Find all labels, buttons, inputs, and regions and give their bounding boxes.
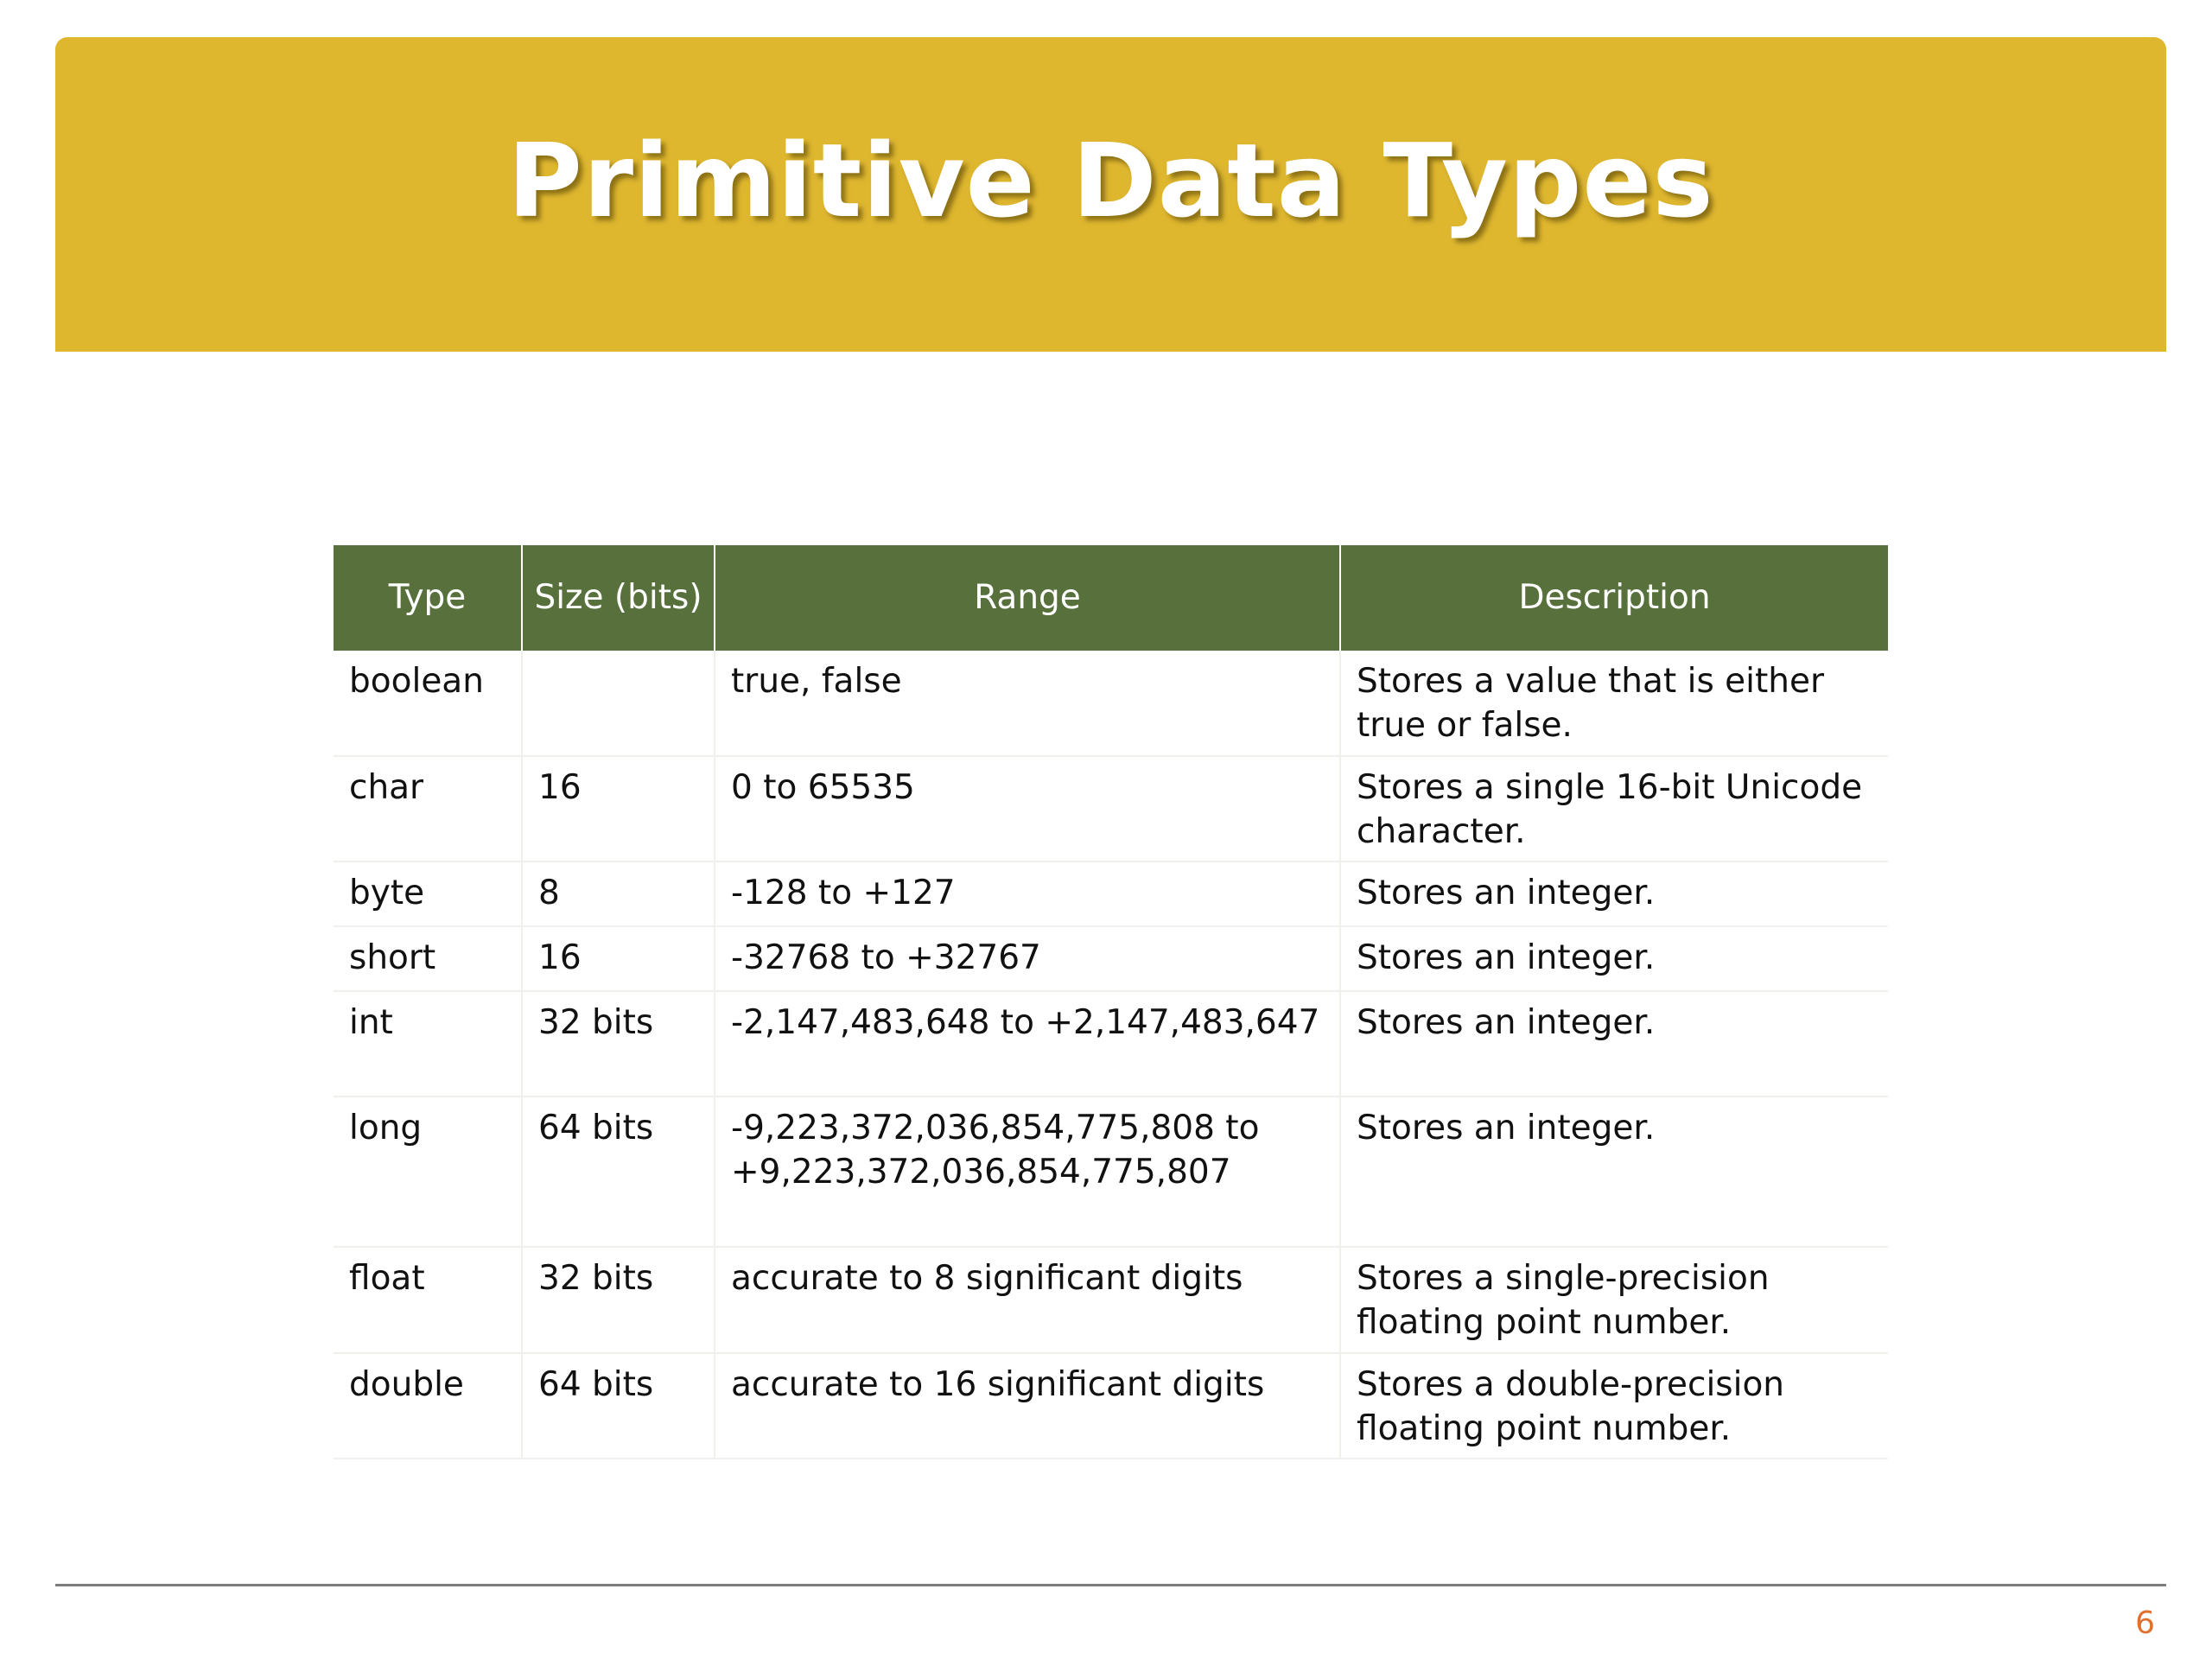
- cell-type: boolean: [349, 662, 484, 701]
- cell-description: Stores an integer.: [1340, 991, 1888, 1096]
- cell-type: short: [334, 926, 522, 991]
- cell-range: accurate to 16 significant digits: [715, 1353, 1340, 1459]
- table-row: [334, 756, 1888, 861]
- header-type: Type: [334, 545, 522, 651]
- cell-size: 8: [522, 861, 715, 926]
- table-row: [334, 861, 1888, 926]
- cell-range: -2,147,483,648 to +2,147,483,647: [715, 991, 1340, 1096]
- cell-description: Stores a single 16-bit Unicode character.: [1340, 756, 1888, 861]
- cell-description: Stores an integer.: [1340, 861, 1888, 926]
- page-number: 6: [2135, 1605, 2155, 1641]
- cell-type: char: [334, 756, 522, 861]
- table-row: [334, 991, 1888, 1096]
- data-types-table: [334, 545, 1888, 1459]
- cell-size: 64 bits: [522, 1096, 715, 1247]
- cell-description: Stores a single-precision floating point number.: [1340, 1247, 1888, 1353]
- cell-range: -9,223,372,036,854,775,808 to +9,223,372,036,854,775,807: [715, 1096, 1340, 1247]
- cell-size: 32 bits: [522, 1247, 715, 1353]
- table-header-row: [334, 545, 1888, 651]
- cell-type: float: [334, 1247, 522, 1353]
- table-row: [334, 1353, 1888, 1459]
- cell-size: 16: [522, 756, 715, 861]
- cell-range: 0 to 65535: [715, 756, 1340, 861]
- title-banner: [55, 37, 2166, 352]
- cell-size: [522, 651, 715, 756]
- cell-description: Stores a double-precision floating point number.: [1340, 1353, 1888, 1459]
- cell-range: -128 to +127: [715, 861, 1340, 926]
- table-row: [334, 651, 1888, 756]
- cell-description: Stores an integer.: [1340, 1096, 1888, 1247]
- footer-divider: [55, 1584, 2166, 1586]
- slide-title: Primitive Data Types: [507, 121, 1714, 240]
- cell-size: 16: [522, 926, 715, 991]
- cell-range: -32768 to +32767: [715, 926, 1340, 991]
- cell-type: long: [334, 1096, 522, 1247]
- cell-description: Stores a value that is either true or false.: [1340, 651, 1888, 756]
- table-row: [334, 1096, 1888, 1247]
- cell-type: int: [334, 991, 522, 1096]
- cell-size: 64 bits: [522, 1353, 715, 1459]
- cell-range: accurate to 8 significant digits: [715, 1247, 1340, 1353]
- cell-range: true, false: [715, 651, 1340, 756]
- table-row: [334, 926, 1888, 991]
- cell-type: byte: [334, 861, 522, 926]
- header-range: Range: [715, 545, 1340, 651]
- cell-type: double: [334, 1353, 522, 1459]
- cell-description: Stores an integer.: [1340, 926, 1888, 991]
- header-size: Size (bits): [522, 545, 715, 651]
- table-row: [334, 1247, 1888, 1353]
- cell-size: 32 bits: [522, 991, 715, 1096]
- header-description: Description: [1340, 545, 1888, 651]
